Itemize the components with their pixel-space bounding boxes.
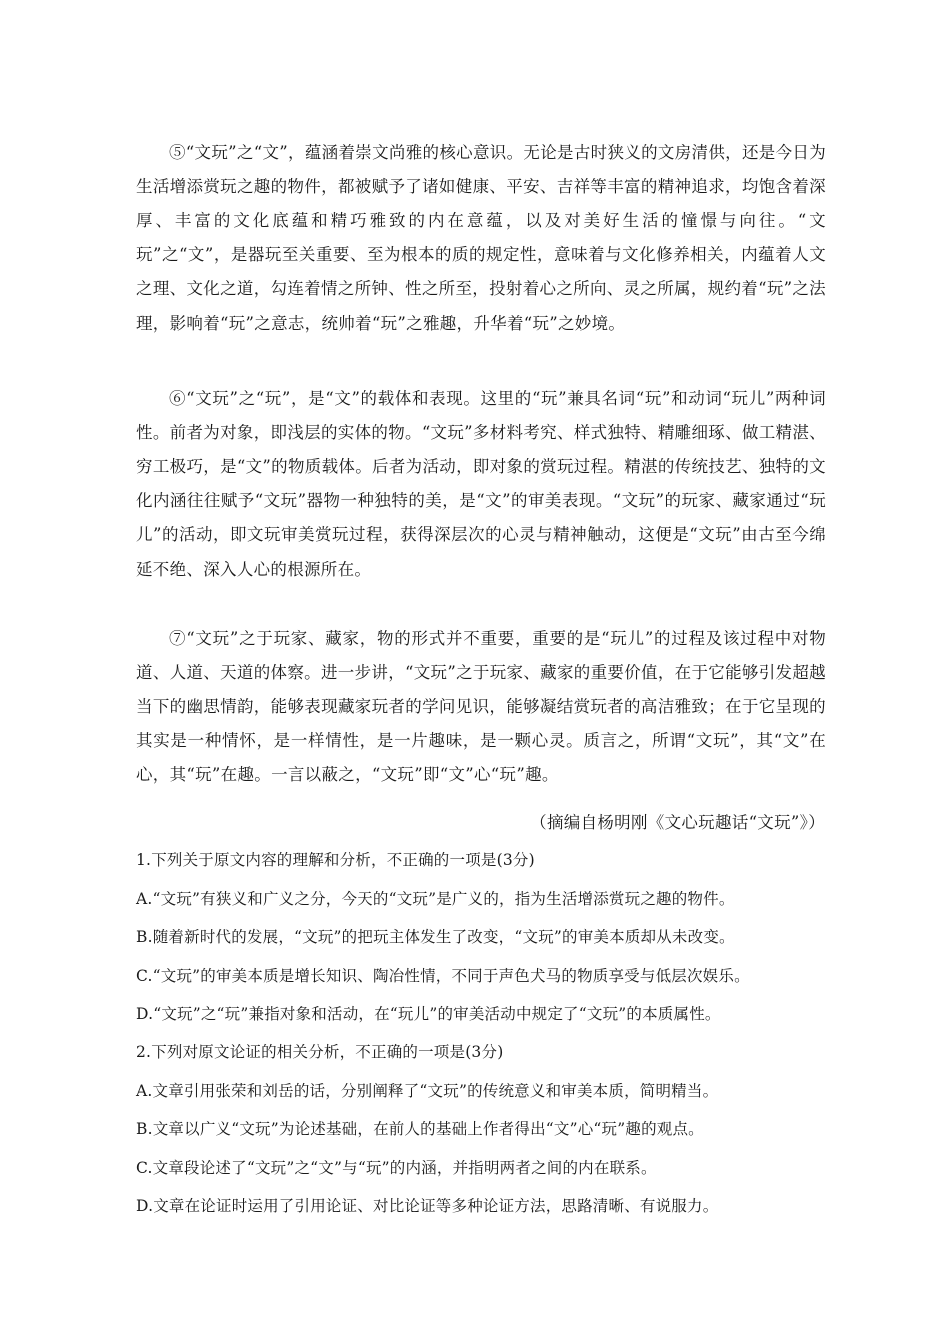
question-2-option-b: B.文章以广义“文玩”为论述基础，在前人的基础上作者得出“文”心“玩”趣的观点。 [136, 1120, 704, 1138]
paragraph-5: ⑤“文玩”之“文”，蕴涵着崇文尚雅的核心意识。无论是古时狭义的文房清供，还是今日为生活增添赏玩之趣的物件，都被赋予了诸如健康、平安、吉祥等丰富的精神追求，均饱含着深厚、丰富的文化底蕴和精巧雅致的内在意蕴，以及对美好生活的憧憬与向往。“文玩”之“文”，是器玩至关重要、至为根本的质的规定性，意味着与文化修养相关，内蕴着人文之理、文化之道，勾连着情之所钟、性之所至，投射着心之所向、灵之所属，规约着“玩”之法理，影响着“玩”之意志，统帅着“玩”之雅趣，升华着“玩”之妙境。 [136, 142, 826, 333]
question-2-option-d: D.文章在论证时运用了引用论证、对比论证等多种论证方法，思路清晰、有说服力。 [136, 1197, 719, 1215]
question-2-option-c: C.文章段论述了“文玩”之“文”与“玩”的内涵，并指明两者之间的内在联系。 [136, 1159, 657, 1177]
paragraph-6: ⑥“文玩”之“玩”，是“文”的载体和表现。这里的“玩”兼具名词“玩”和动词“玩儿”两种词性。前者为对象，即浅层的实体的物。“文玩”多材料考究、样式独特、精雕细琢、做工精湛、穷工极巧，是“文”的物质载体。后者为活动，即对象的赏玩过程。精湛的传统技艺、独特的文化内涵往往赋予“文玩”器物一种独特的美，是“文”的审美表现。“文玩”的玩家、藏家通过“玩儿”的活动，即文玩审美赏玩过程，获得深层次的心灵与精神触动，这便是“文玩”由古至今绵延不绝、深入人心的根源所在。 [136, 388, 826, 579]
question-2-option-a: A.文章引用张荣和刘岳的话，分别阐释了“文玩”的传统意义和审美本质，简明精当。 [136, 1082, 719, 1100]
question-1-option-a: A.“文玩”有狭义和广义之分，今天的“文玩”是广义的，指为生活增添赏玩之趣的物件。 [136, 890, 735, 908]
question-1-option-b: B.随着新时代的发展，“文玩”的把玩主体发生了改变，“文玩”的审美本质却从未改变。 [136, 928, 735, 946]
question-1-option-d: D.“文玩”之“玩”兼指对象和活动，在“玩儿”的审美活动中规定了“文玩”的本质属性。 [136, 1005, 721, 1023]
question-2-stem: 2.下列对原文论证的相关分析，不正确的一项是(3分) [136, 1043, 504, 1061]
paragraph-7: ⑦“文玩”之于玩家、藏家，物的形式并不重要，重要的是“玩儿”的过程及该过程中对物道、人道、天道的体察。进一步讲，“文玩”之于玩家、藏家的重要价值，在于它能够引发超越当下的幽思情韵，能够表现藏家玩者的学问见识，能够凝结赏玩者的高洁雅致；在于它呈现的其实是一种情怀，是一样情性，是一片趣味，是一颗心灵。质言之，所谓“文玩”，其“文”在心，其“玩”在趣。一言以蔽之，“文玩”即“文”心“玩”趣。 [136, 628, 826, 785]
question-1-option-c: C.“文玩”的审美本质是增长知识、陶冶性情，不同于声色犬马的物质享受与低层次娱乐。 [136, 967, 750, 985]
source-citation: （摘编自杨明刚《文心玩趣话“文玩”》） [530, 813, 825, 832]
question-1-stem: 1.下列关于原文内容的理解和分析，不正确的一项是(3分) [136, 851, 535, 869]
